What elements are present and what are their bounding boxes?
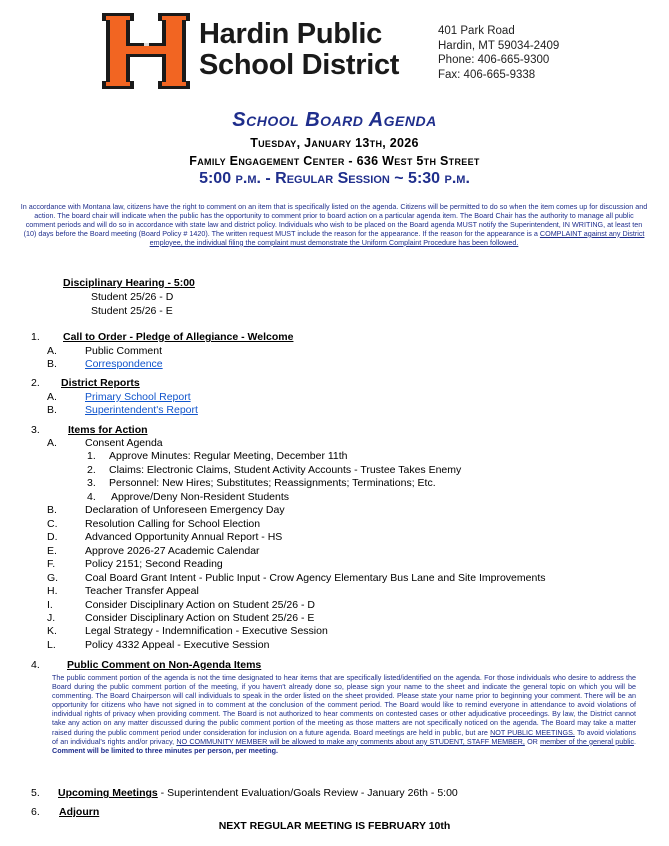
- rules-text: OR: [524, 736, 541, 746]
- item-letter: B.: [47, 504, 57, 516]
- notice-text: In accordance with Montana law, citizens have the right to comment on an item that is specifically listed on the agenda. Citizens will be permitted to do so when the item comes up for discussion and action. The board chair will indicate when the public has the opportunity to comment prior to board action on a particular agenda item. The Board Chair has the authority to manage all public comment periods and will do so in accordance with state law and district policy. Individuals who wish to be placed on the Board agenda MUST notify the Superintendent, IN WRITING, at least ten (10) days before the Board meeting (Board Policy # 1420). The written request MUST include the reason for the appearance. If the reason for the appearance is a: [20, 202, 648, 238]
- action-item: Approve 2026-27 Academic Calendar: [85, 545, 260, 557]
- section-title-adjourn: Adjourn: [59, 806, 100, 818]
- rules-text: The public comment portion of the agenda is not the time designated to hear items that are specifically listed/identified on the agenda. For those individuals who desire to address the Board during the public comment portion of the meeting, if you haven't already done so, please sign your name to the sheet and indicate the general topic on which you will be commenting. The Board Chairperson will call individuals to speak in the order listed on the sheet provided. Please state your name prior to beginning your comment. There will be an opportunity for citizens who have not signed in to comment at the conclusion of the comment period. The Board would like to remind everyone in attendance to avoid violations of individual rights of privacy when providing comment. The Board is not authorized to hear comments on contested cases or other adjudicative proceedings. By law, the District cannot take any action on any matter discussed during the public comment portion of the meeting as those matters are not specifically noticed on the agenda. The Board may take a matter raised during the public comment period under consideration for inclusion on a future agenda. Board meetings are held in public, but are: [52, 673, 636, 737]
- superintendent-report-link[interactable]: Superintendent's Report: [85, 404, 198, 416]
- action-item: Resolution Calling for School Election: [85, 518, 261, 530]
- action-item: Consider Disciplinary Action on Student 25/26 - D: [85, 599, 315, 611]
- section-number: 6.: [31, 806, 40, 818]
- fax-line: Fax: 406-665-9338: [438, 69, 536, 82]
- section-title-call-to-order: Call to Order - Pledge of Allegiance - Welcome: [63, 331, 294, 343]
- item-letter: J.: [47, 612, 56, 624]
- section-number: 3.: [31, 424, 40, 436]
- item-letter: B.: [47, 404, 57, 416]
- action-item: Legal Strategy - Indemnification - Executive Session: [85, 625, 328, 637]
- section-title-district-reports: District Reports: [61, 377, 140, 389]
- section-title-public-comment: Public Comment on Non-Agenda Items: [67, 659, 262, 671]
- sub-item-number: 2.: [87, 464, 96, 476]
- action-item: Teacher Transfer Appeal: [85, 585, 199, 597]
- consent-sub-item: Personnel: New Hires; Substitutes; Reassignments; Terminations; Etc.: [109, 477, 436, 489]
- section-title-upcoming-meetings: Upcoming Meetings: [58, 787, 158, 799]
- action-item: Policy 4332 Appeal - Executive Session: [85, 639, 270, 651]
- district-name: [199, 19, 399, 81]
- item-letter: A.: [47, 345, 57, 357]
- consent-sub-item: Approve/Deny Non-Resident Students: [111, 491, 290, 503]
- address-line: 401 Park Road: [438, 25, 515, 37]
- rules-time-limit: Comment will be limited to three minutes per person, per meeting.: [52, 745, 279, 755]
- action-item: Consider Disciplinary Action on Student 25/26 - E: [85, 612, 315, 624]
- action-item: Coal Board Grant Intent - Public Input - Crow Agency Elementary Bus Lane and Site Improvements: [85, 572, 546, 584]
- city-line: Hardin, MT 59034-2409: [438, 39, 560, 52]
- item-public-comment: Public Comment: [85, 345, 163, 357]
- phone-line: Phone: 406-665-9300: [438, 54, 550, 67]
- action-item: Policy 2151; Second Reading: [85, 558, 223, 570]
- rules-text: .: [634, 736, 636, 746]
- sub-item-number: 1.: [87, 450, 96, 462]
- action-item: Advanced Opportunity Annual Report - HS: [85, 531, 283, 543]
- meeting-location: Family Engagement Center - 636 West 5th Street: [189, 154, 480, 168]
- item-letter: D.: [47, 531, 58, 543]
- correspondence-link[interactable]: Correspondence: [85, 358, 163, 370]
- agenda-title: School Board Agenda: [232, 109, 437, 131]
- disciplinary-student: Student 25/26 - E: [91, 305, 173, 317]
- item-letter: C.: [47, 518, 58, 530]
- meeting-time: 5:00 p.m. - Regular Session ~ 5:30 p.m.: [199, 170, 470, 187]
- district-logo: [100, 11, 192, 91]
- item-letter: H.: [47, 585, 58, 597]
- logo-h-mark: [102, 13, 190, 89]
- item-letter: F.: [47, 558, 56, 570]
- upcoming-meetings-detail: - Superintendent Evaluation/Goals Review - January 26th - 5:00: [157, 787, 458, 799]
- rules-underline: member of the general public: [540, 736, 634, 746]
- action-item: Declaration of Unforeseen Emergency Day: [85, 504, 285, 516]
- disciplinary-heading: Disciplinary Hearing - 5:00: [63, 277, 195, 289]
- consent-sub-item: Claims: Electronic Claims, Student Activity Accounts - Trustee Takes Enemy: [109, 464, 462, 476]
- section-number: 5.: [31, 787, 40, 799]
- item-letter: A.: [47, 391, 57, 403]
- section-number: 4.: [31, 659, 40, 671]
- item-letter: E.: [47, 545, 57, 557]
- district-contact: [438, 24, 559, 83]
- item-letter: I.: [47, 599, 53, 611]
- item-letter: K.: [47, 625, 57, 637]
- section-upcoming-meetings: [58, 787, 458, 800]
- rules-underline: NOT PUBLIC MEETINGS.: [490, 727, 575, 737]
- item-letter: A.: [47, 437, 57, 449]
- sub-item-number: 3.: [87, 477, 96, 489]
- public-comment-rules: [52, 673, 636, 755]
- sub-item-number: 4.: [87, 491, 96, 503]
- district-name-line1: Hardin Public: [199, 18, 383, 50]
- rules-underline: NO COMMUNITY MEMBER will be allowed to make any comments about any STUDENT, STAFF MEMBER,: [176, 736, 525, 746]
- item-letter: G.: [47, 572, 59, 584]
- item-letter: L.: [47, 639, 56, 651]
- item-letter: B.: [47, 358, 57, 370]
- section-number: 2.: [31, 377, 40, 389]
- notice-complaint-text: COMPLAINT against any District employee, the individual filing the complaint must demonstrate the Uniform Complaint Procedure has been followed.: [149, 228, 645, 247]
- next-meeting-notice: NEXT REGULAR MEETING IS FEBRUARY 10th: [218, 820, 451, 832]
- district-name-line2: School District: [199, 49, 400, 81]
- consent-sub-item: Approve Minutes: Regular Meeting, December 11th: [109, 450, 348, 462]
- item-consent-agenda: Consent Agenda: [85, 437, 163, 449]
- rules-text: To avoid violations of an individual's rights and/or privacy,: [52, 727, 636, 746]
- section-number: 1.: [31, 331, 40, 343]
- meeting-date: Tuesday, January 13th, 2026: [250, 136, 419, 150]
- primary-school-report-link[interactable]: Primary School Report: [85, 391, 191, 403]
- section-title-items-for-action: Items for Action: [68, 424, 148, 436]
- public-comment-notice: [19, 203, 649, 248]
- disciplinary-student: Student 25/26 - D: [91, 291, 174, 303]
